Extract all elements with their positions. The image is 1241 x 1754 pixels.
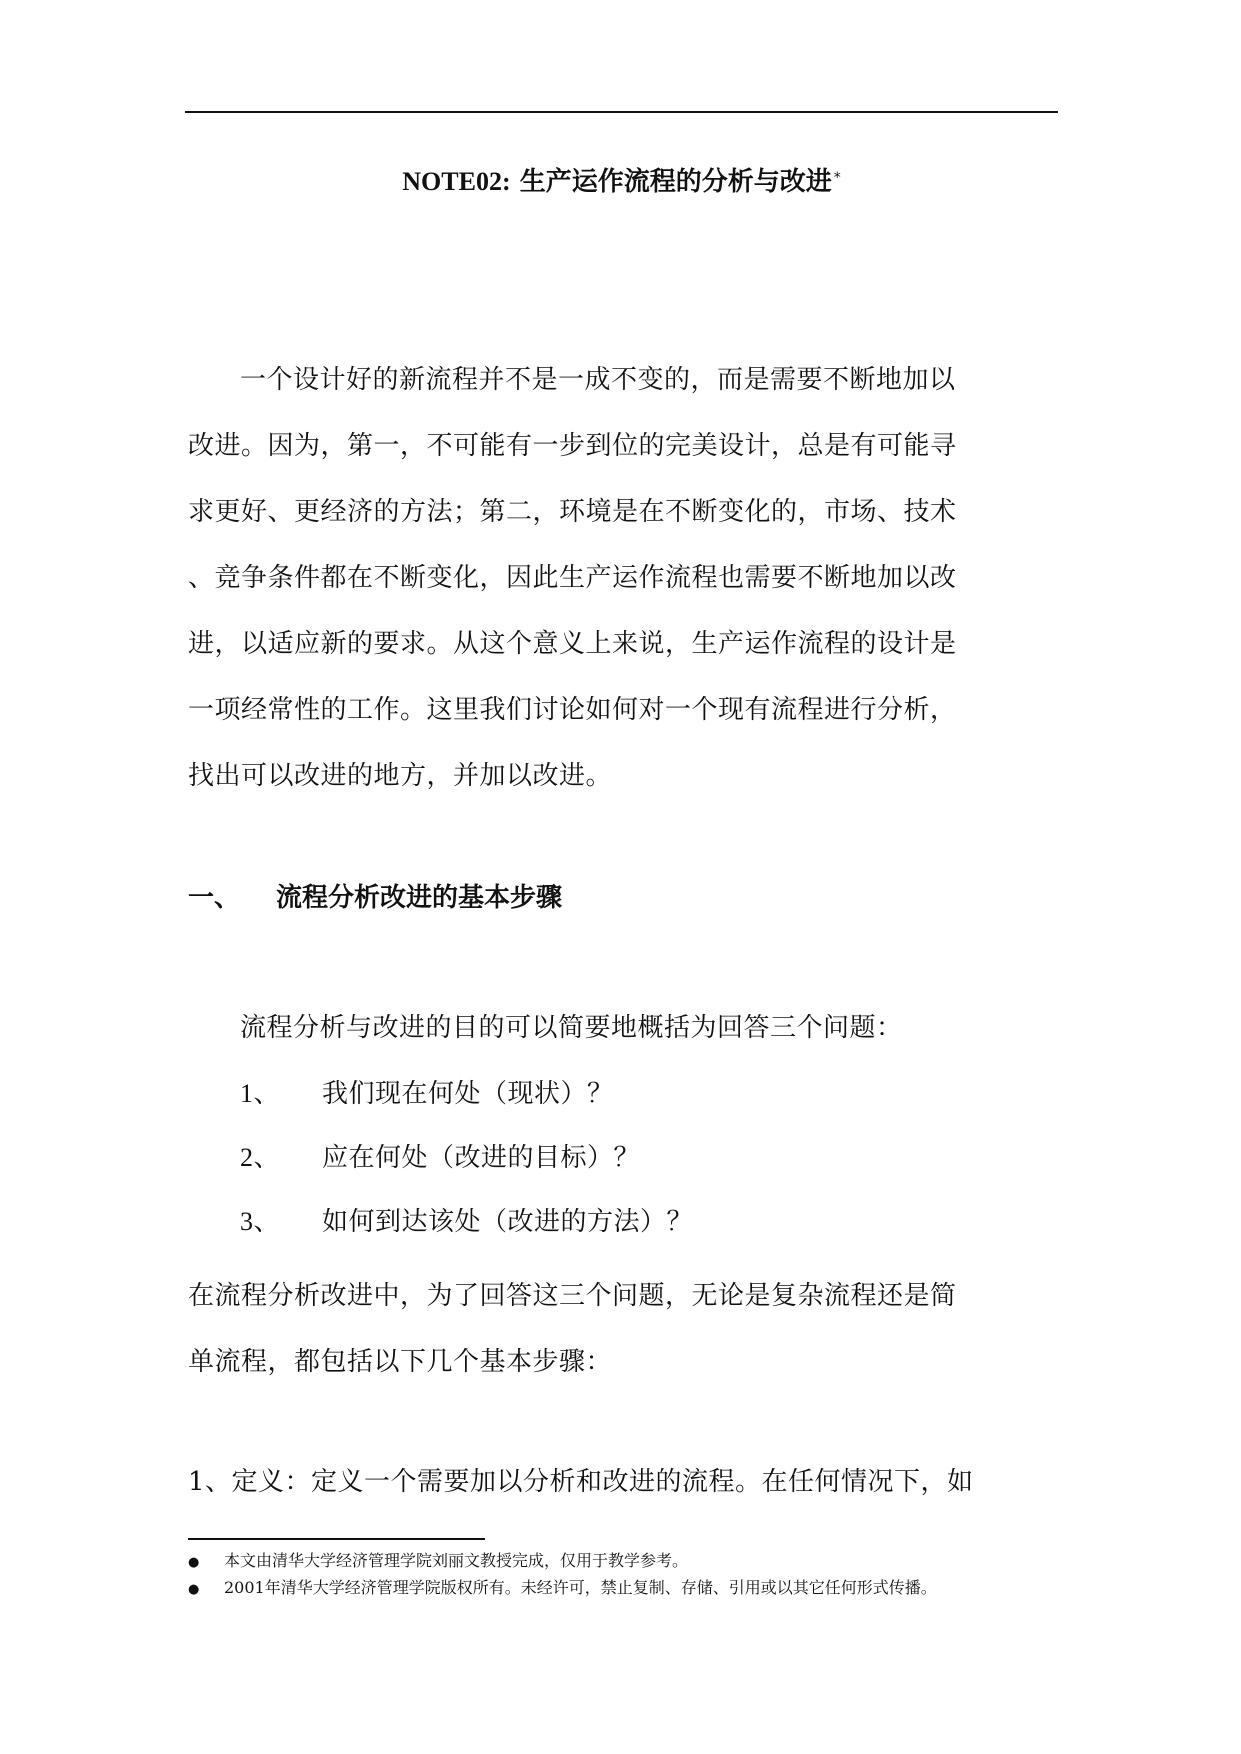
paragraph-line: 、竞争条件都在不断变化，因此生产运作流程也需要不断地加以改 <box>188 563 957 593</box>
step-definition: 1、定义：定义一个需要加以分析和改进的流程。在任何情况下，如 <box>188 1467 974 1497</box>
footnote-text: 本文由清华大学经济管理学院刘丽文教授完成，仅用于教学参考。 <box>224 1551 689 1570</box>
title-main: 生产运作流程的分析与改进 <box>519 167 832 197</box>
question-text: 我们现在何处（现状）？ <box>322 1079 614 1109</box>
questions-intro: 流程分析与改进的目的可以简要地概括为回答三个问题： <box>240 1013 903 1043</box>
document-title <box>185 164 1058 200</box>
questions-list <box>240 1074 693 1266</box>
paragraph-line: 单流程，都包括以下几个基本步骤： <box>188 1347 613 1377</box>
question-number: 2、 <box>240 1143 281 1172</box>
title-prefix: NOTE02: <box>402 167 511 196</box>
footnote <box>188 1548 937 1575</box>
list-item <box>240 1202 693 1266</box>
steps-paragraph <box>188 1263 1048 1395</box>
footnotes <box>188 1548 937 1602</box>
header-rule <box>185 111 1058 113</box>
intro-paragraph <box>188 347 1048 809</box>
section-title: 流程分析改进的基本步骤 <box>276 883 563 913</box>
paragraph-line: 进，以适应新的要求。从这个意义上来说，生产运作流程的设计是 <box>188 629 957 659</box>
section-heading <box>188 880 562 916</box>
paragraph-line: 改进。因为，第一，不可能有一步到位的完美设计，总是有可能寻 <box>188 431 957 461</box>
list-item <box>240 1138 693 1202</box>
paragraph-line: 一个设计好的新流程并不是一成不变的，而是需要不断地加以 <box>240 365 956 395</box>
section-number: 一、 <box>188 883 241 913</box>
question-text: 应在何处（改进的目标）？ <box>322 1143 641 1173</box>
footnote-mark: * <box>833 170 841 186</box>
question-text: 如何到达该处（改进的方法）？ <box>322 1207 694 1237</box>
paragraph-line: 一项经常性的工作。这里我们讨论如何对一个现有流程进行分析， <box>188 695 957 725</box>
question-number: 3、 <box>240 1207 281 1236</box>
list-item <box>240 1074 693 1138</box>
paragraph-line: 在流程分析改进中，为了回答这三个问题，无论是复杂流程还是简 <box>188 1281 957 1311</box>
footnote <box>188 1575 937 1602</box>
paragraph-line: 找出可以改进的地方，并加以改进。 <box>188 761 613 791</box>
bullet-icon: ● <box>188 1582 200 1597</box>
paragraph-line: 求更好、更经济的方法；第二，环境是在不断变化的，市场、技术 <box>188 497 957 527</box>
bullet-icon: ● <box>188 1555 200 1570</box>
footnote-text: 2001年清华大学经济管理学院版权所有。未经许可，禁止复制、存储、引用或以其它任何形式传播。 <box>224 1578 937 1597</box>
question-number: 1、 <box>240 1079 281 1108</box>
footnote-rule <box>188 1538 485 1540</box>
